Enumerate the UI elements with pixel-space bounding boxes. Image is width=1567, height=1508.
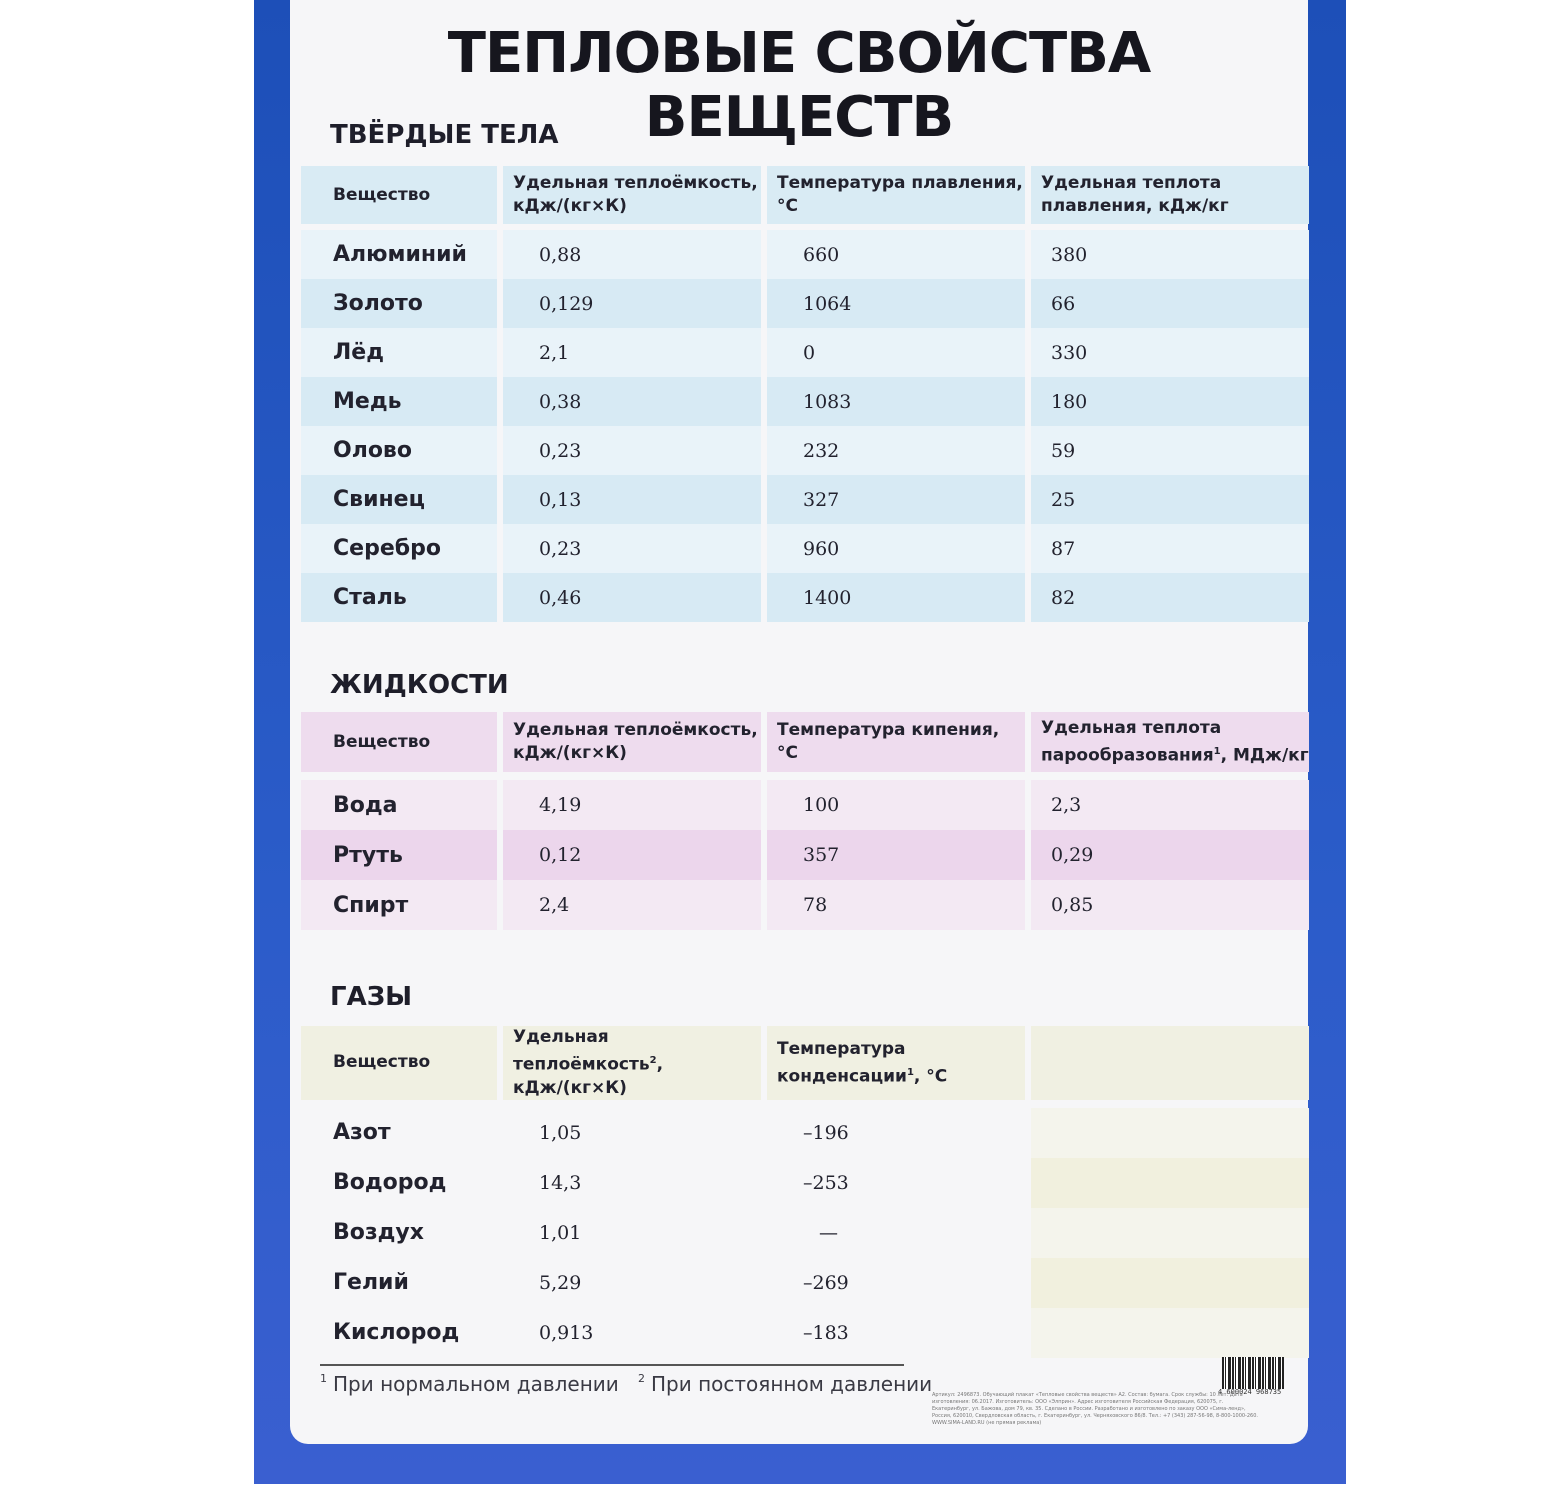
footnote-mark: 2 (638, 1372, 645, 1385)
column-header: Температура конденсации$^1$, °С (767, 1026, 1025, 1100)
table-row (301, 524, 1309, 573)
substance-name: Воздух (333, 1220, 424, 1246)
table-cell: –253 (803, 1171, 849, 1194)
section-heading-solids: ТВЁРДЫЕ ТЕЛА (330, 120, 559, 150)
substance-name: Серебро (301, 524, 497, 573)
substance-name: Азот (333, 1120, 391, 1146)
table-cell: 1083 (767, 377, 1025, 426)
column-header: Удельная теплоёмкость$^2$, кДж/(кг×К) (503, 1026, 761, 1100)
table-cell: 0,29 (1031, 830, 1309, 880)
column-header: Температура плавления, °С (767, 166, 1025, 224)
table-row (301, 475, 1309, 524)
table-row (301, 780, 1309, 830)
table-cell: 2,3 (1031, 780, 1309, 830)
footnote-mark: 1 (1213, 745, 1221, 757)
table-cell: 2,4 (503, 880, 761, 930)
table-cell: 327 (767, 475, 1025, 524)
table-header (301, 166, 1309, 224)
table-cell: 66 (1031, 279, 1309, 328)
table-cell: 82 (1031, 573, 1309, 622)
substance-name: Ртуть (301, 830, 497, 880)
table-row (301, 377, 1309, 426)
table-row (301, 328, 1309, 377)
column-header: Температура кипения, °С (767, 712, 1025, 772)
substance-name: Медь (301, 377, 497, 426)
table-cell: 0,85 (1031, 880, 1309, 930)
table-cell: 1400 (767, 573, 1025, 622)
column-header: Удельная теплота плавления, кДж/кг (1031, 166, 1309, 224)
table-row (301, 230, 1309, 279)
table-cell: 5,29 (539, 1271, 582, 1294)
table-cell: 1,05 (539, 1121, 582, 1144)
footnote-mark: 1 (320, 1372, 327, 1385)
table-cell: 25 (1031, 475, 1309, 524)
table-cell: — (819, 1221, 838, 1244)
table-cell: 0,23 (503, 426, 761, 475)
column-header: Удельная теплоёмкость, кДж/(кг×К) (503, 712, 761, 772)
barcode-number: 4 600024 968735 (1218, 1388, 1282, 1396)
table-cell: 380 (1031, 230, 1309, 279)
table-cell: 0 (767, 328, 1025, 377)
table-header (301, 1026, 1309, 1100)
table-row (301, 279, 1309, 328)
table-cell: –183 (803, 1321, 849, 1344)
table-cell: 232 (767, 426, 1025, 475)
table-row (301, 880, 1309, 930)
footnote-divider (320, 1364, 904, 1366)
table-cell: 0,13 (503, 475, 761, 524)
table-row (301, 830, 1309, 880)
table-row (301, 1258, 1309, 1308)
imprint-text: Артикул: 2496873. Обучающий плакат «Тепловые свойства веществ» А2. Состав: бумага. Срок службы: 10 лет. Дата изготовления: 06.2017. Изготовитель: ООО «Элприн». Адрес изготовителя Российская Федерация, 620075, г. Екатеринбург, ул. Бажова, дом 79, кв. 35. Сделано в России. Разработано и изготовлено по заказу ООО «Сима-ленд», Россия, 620010, Свердловская область, г. Екатеринбург, ул. Черняховского 86/8. Тел.: +7 (343) 287-56-98, 8-800-1000-260. WWW.SIMA-LAND.RU (не прямая реклама) (932, 1392, 1258, 1426)
table-cell: –196 (803, 1121, 849, 1144)
barcode (1222, 1357, 1284, 1389)
column-header: Удельная теплота парообразования$^1$, МДж/кг (1031, 712, 1309, 772)
section-heading-gases: ГАЗЫ (330, 982, 413, 1012)
column-header: Вещество (301, 712, 497, 772)
table-cell: 0,38 (503, 377, 761, 426)
substance-name: Гелий (333, 1270, 409, 1296)
table-cell: 660 (767, 230, 1025, 279)
table-row (301, 1308, 1309, 1358)
footnote-mark: 1 (906, 1066, 914, 1078)
substance-name: Алюминий (301, 230, 497, 279)
substance-name: Водород (333, 1170, 447, 1196)
table-row (301, 1158, 1309, 1208)
substance-name: Спирт (301, 880, 497, 930)
table-cell: –269 (803, 1271, 849, 1294)
column-header: Вещество (301, 1026, 497, 1100)
substance-name: Кислород (333, 1320, 460, 1346)
table-row (301, 1108, 1309, 1158)
table-liquids (295, 712, 1315, 930)
section-heading-liquids: ЖИДКОСТИ (330, 670, 509, 700)
table-cell: 0,23 (503, 524, 761, 573)
footnote-mark: 2 (649, 1055, 657, 1066)
table-row (301, 1208, 1309, 1258)
substance-name: Свинец (301, 475, 497, 524)
page-title: ТЕПЛОВЫЕ СВОЙСТВА ВЕЩЕСТВ (447, 21, 1151, 150)
substance-name: Лёд (301, 328, 497, 377)
table-cell: 1,01 (539, 1221, 582, 1244)
table-cell: 0,46 (503, 573, 761, 622)
footnote-1: $^1$ При нормальном давлении (320, 1372, 619, 1396)
table-cell: 1064 (767, 279, 1025, 328)
table-header (301, 712, 1309, 772)
table-cell: 78 (767, 880, 1025, 930)
table-cell: 14,3 (539, 1171, 582, 1194)
table-row (301, 426, 1309, 475)
table-cell: 357 (767, 830, 1025, 880)
table-cell: 180 (1031, 377, 1309, 426)
column-header: Вещество (301, 166, 497, 224)
table-cell: 59 (1031, 426, 1309, 475)
table-cell: 100 (767, 780, 1025, 830)
table-cell: 330 (1031, 328, 1309, 377)
column-header: Удельная теплоёмкость, кДж/(кг×К) (503, 166, 761, 224)
table-cell: 960 (767, 524, 1025, 573)
table-gases (295, 1026, 1315, 1358)
substance-name: Вода (301, 780, 497, 830)
substance-name: Олово (301, 426, 497, 475)
table-row (301, 573, 1309, 622)
table-cell: 0,129 (503, 279, 761, 328)
table-cell: 0,913 (539, 1321, 594, 1344)
table-cell: 0,88 (503, 230, 761, 279)
table-cell: 4,19 (503, 780, 761, 830)
substance-name: Золото (301, 279, 497, 328)
table-cell: 0,12 (503, 830, 761, 880)
footnote-2: $^2$ При постоянном давлении (638, 1372, 933, 1396)
table-solids (295, 166, 1315, 622)
table-cell: 2,1 (503, 328, 761, 377)
substance-name: Сталь (301, 573, 497, 622)
table-cell: 87 (1031, 524, 1309, 573)
